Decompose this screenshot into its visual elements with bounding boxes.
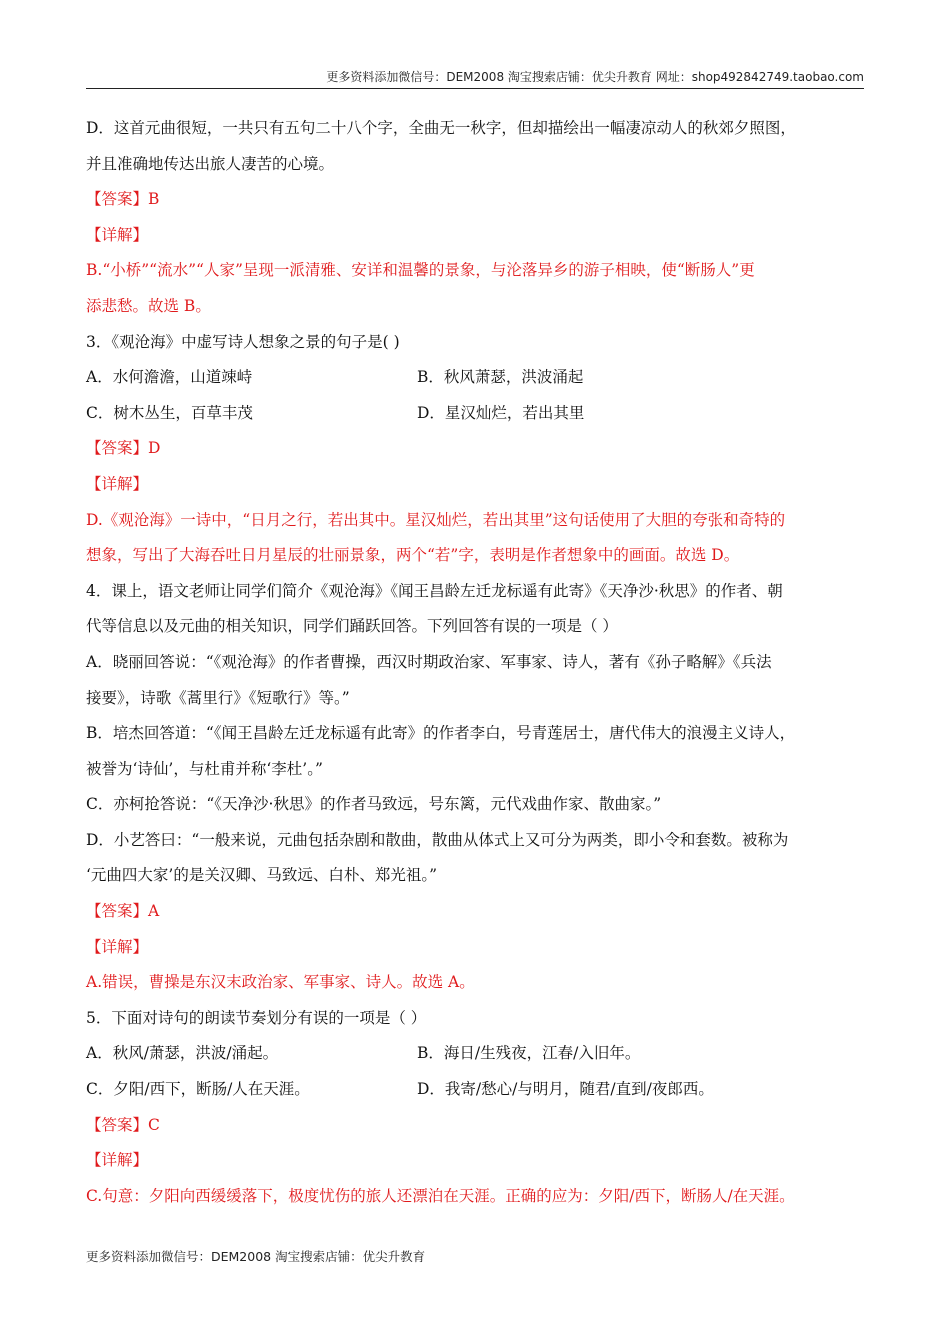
q3-detail-label: 【详解】 <box>86 474 149 493</box>
q5-option-d: D．我寄/愁心/与明月，随君/直到/夜郎西。 <box>417 1080 714 1099</box>
document-body <box>86 111 864 1214</box>
q2-detail-line1: B.“小桥”“流水”“人家”呈现一派清雅、安详和温馨的景象，与沦落异乡的游子相映，使“断肠人”更 <box>86 261 755 280</box>
q5-detail-line1: C.句意：夕阳向西缓缓落下，极度忧伤的旅人还漂泊在天涯。正确的应为：夕阳/西下，断肠人/在天涯。 <box>86 1186 795 1205</box>
q2-option-d-line1: D．这首元曲很短，一共只有五句二十八个字，全曲无一秋字，但却描绘出一幅凄凉动人的秋郊夕照图， <box>86 119 796 137</box>
q5-options-row1 <box>86 1036 864 1072</box>
q3-option-c: C．树木丛生，百草丰茂 <box>86 403 253 422</box>
q2-detail-line2: 添悲愁。故选 B。 <box>86 296 211 315</box>
q4-answer: 【答案】A <box>86 902 160 921</box>
q4-detail-line1: A.错误，曹操是东汉末政治家、军事家、诗人。故选 A。 <box>86 973 475 992</box>
q4-question-line2: 代等信息以及元曲的相关知识，同学们踊跃回答。下列回答有误的一项是（ ） <box>86 617 618 636</box>
q4-question-line1: 4．课上，语文老师让同学们简介《观沧海》《闻王昌龄左迁龙标遥有此寄》《天净沙·秋思》的作者、朝 <box>86 581 783 600</box>
q5-answer: 【答案】C <box>86 1115 160 1134</box>
q3-detail-line1: D.《观沧海》一诗中，“日月之行，若出其中。星汉灿烂，若出其里”这句话使用了大胆的夸张和奇特的 <box>86 510 786 529</box>
q3-answer: 【答案】D <box>86 439 161 458</box>
q3-options-row2 <box>86 396 864 432</box>
q3-option-b: B．秋风萧瑟，洪波涌起 <box>417 368 584 387</box>
page-header: 更多资料添加微信号：DEM2008 淘宝搜索店铺：优尖升教育 网址：shop492842749.taobao.com <box>86 68 864 89</box>
q3-options-row1 <box>86 360 864 396</box>
q4-option-b-line1: B．培杰回答道：“《闻王昌龄左迁龙标遥有此寄》的作者李白，号青莲居士，唐代伟大的浪漫主义诗人， <box>86 724 796 743</box>
q2-answer: 【答案】B <box>86 190 160 209</box>
q5-options-row2 <box>86 1072 864 1108</box>
q5-detail-label: 【详解】 <box>86 1151 149 1170</box>
q4-option-a-line2: 接要》，诗歌《蒿里行》《短歌行》等。” <box>86 688 350 707</box>
q3-option-a: A．水何澹澹，山道竦峙 <box>86 368 253 387</box>
q2-option-d-line2: 并且准确地传达出旅人凄苦的心境。 <box>86 154 335 173</box>
q4-option-c-line1: C．亦柯抢答说：“《天净沙·秋思》的作者马致远，号东篱，元代戏曲作家、散曲家。” <box>86 795 662 814</box>
q4-option-d-line1: D．小艺答曰：“一般来说，元曲包括杂剧和散曲，散曲从体式上又可分为两类，即小令和套数。被称为 <box>86 830 789 849</box>
q3-question: 3．《观沧海》中虚写诗人想象之景的句子是( ) <box>86 332 400 351</box>
q5-option-c: C．夕阳/西下，断肠/人在天涯。 <box>86 1080 310 1099</box>
q3-option-d: D．星汉灿烂，若出其里 <box>417 403 585 422</box>
q3-detail-line2: 想象，写出了大海吞吐日月星辰的壮丽景象，两个“若”字，表明是作者想象中的画面。故选 D。 <box>86 546 740 565</box>
q4-detail-label: 【详解】 <box>86 937 149 956</box>
q4-option-b-line2: 被誉为‘诗仙’，与杜甫并称‘李杜’。” <box>86 759 323 778</box>
q4-option-d-line2: ‘元曲四大家’的是关汉卿、马致远、白朴、郑光祖。” <box>86 866 438 885</box>
q4-option-a-line1: A．晓丽回答说：“《观沧海》的作者曹操，西汉时期政治家、军事家、诗人，著有《孙子略解》《兵法 <box>86 652 772 671</box>
q5-option-b: B．海日/生残夜，江春/入旧年。 <box>417 1044 641 1063</box>
q5-option-a: A．秋风/萧瑟，洪波/涌起。 <box>86 1044 279 1063</box>
q5-question: 5．下面对诗句的朗读节奏划分有误的一项是（ ） <box>86 1008 427 1027</box>
page-footer: 更多资料添加微信号：DEM2008 淘宝搜索店铺：优尖升教育 <box>86 1249 426 1264</box>
q2-detail-label: 【详解】 <box>86 225 149 244</box>
